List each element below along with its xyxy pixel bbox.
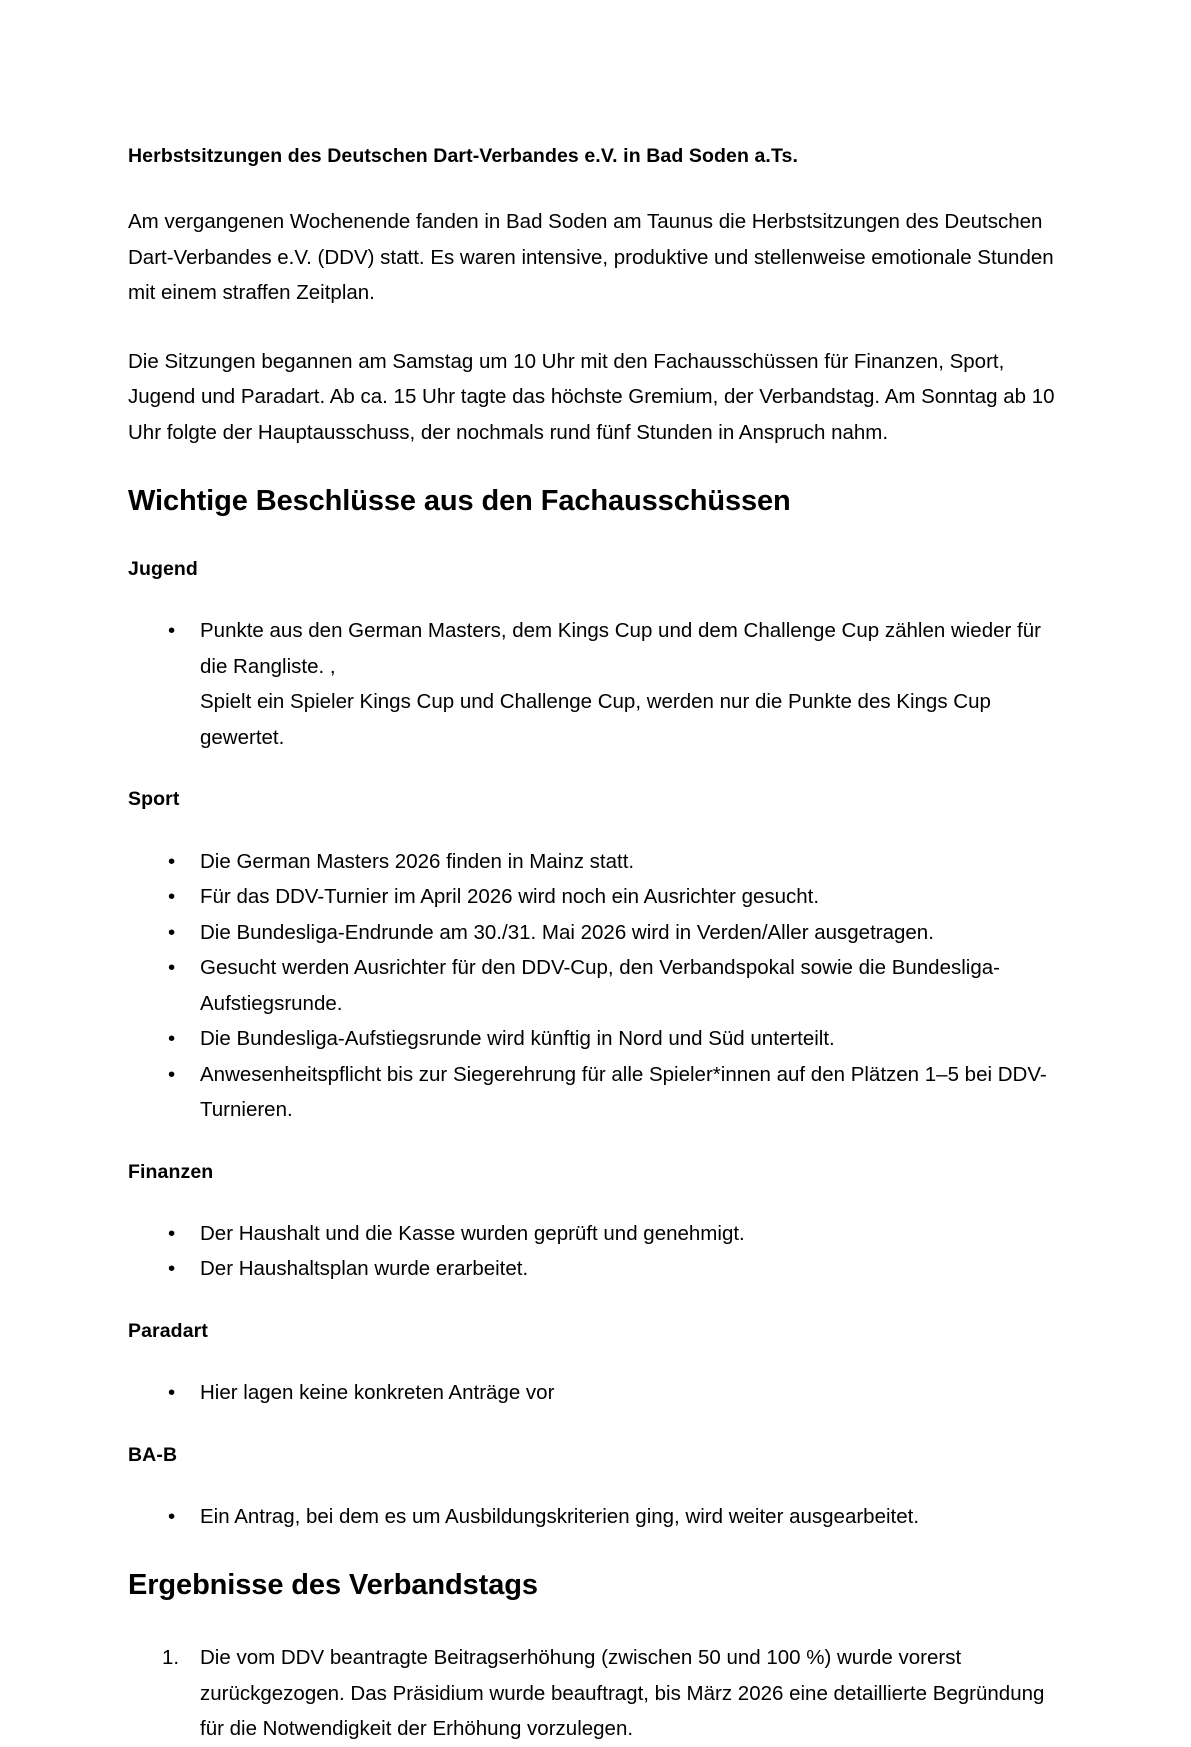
list-item: • Anwesenheitspflicht bis zur Siegerehrung für alle Spieler*innen auf den Plätzen 1–5 bei DDV-Turnieren.: [128, 1057, 1063, 1128]
intro-paragraph-2: Die Sitzungen begannen am Samstag um 10 Uhr mit den Fachausschüssen für Finanzen, Sport, Jugend und Paradart. Ab ca. 15 Uhr tagte das höchste Gremium, der Verbandstag. Am Sonntag ab 10 Uhr folgte der Hauptausschuss, der nochmals rund fünf Stunden in Anspruch nahm.: [128, 349, 1055, 444]
list-item: • Ein Antrag, bei dem es um Ausbildungskriterien ging, wird weiter ausgearbeitet.: [128, 1499, 1063, 1535]
list-item: • Die Bundesliga-Aufstiegsrunde wird künftig in Nord und Süd unterteilt.: [128, 1021, 1063, 1057]
list-item: • Hier lagen keine konkreten Anträge vor: [128, 1375, 1063, 1411]
list-item: • Die German Masters 2026 finden in Mainz statt.: [128, 844, 1063, 880]
list-item: Die vom DDV beantragte Beitragserhöhung (zwischen 50 und 100 %) wurde vorerst zurückgezogen. Das Präsidium wurde beauftragt, bis März 2026 eine detaillierte Begründung für die Notwendigkeit der Erhöhung vorzulegen.: [200, 1646, 1045, 1741]
list-item: [128, 613, 1063, 755]
list-item-line: • Punkte aus den German Masters, dem Kings Cup und dem Challenge Cup zählen wieder für die Rangliste. ,: [200, 619, 1041, 678]
heading-verbandstag: Ergebnisse des Verbandstags: [128, 1568, 538, 1601]
list-item: • Der Haushaltsplan wurde erarbeitet.: [128, 1251, 1063, 1287]
list-jugend: [128, 613, 1063, 755]
list-paradart: [128, 1375, 1063, 1411]
list-verbandstag: [128, 1640, 1063, 1747]
subheading-sport: Sport: [128, 788, 180, 811]
intro-paragraph-1: Am vergangenen Wochenende fanden in Bad Soden am Taunus die Herbstsitzungen des Deutschen Dart-Verbandes e.V. (DDV) statt. Es waren intensive, produktive und stellenweise emotionale Stunden mit einem straffen Zeitplan.: [128, 210, 1054, 305]
list-item: • Der Haushalt und die Kasse wurden geprüft und genehmigt.: [128, 1216, 1063, 1252]
document-title: Herbstsitzungen des Deutschen Dart-Verbandes e.V. in Bad Soden a.Ts.: [128, 145, 798, 167]
subheading-jugend: Jugend: [128, 557, 198, 580]
list-finanzen: [128, 1216, 1063, 1287]
list-ba-b: [128, 1499, 1063, 1535]
document-body: [128, 142, 1063, 1747]
subheading-ba-b: BA-B: [128, 1443, 178, 1466]
heading-fachausschuesse: Wichtige Beschlüsse aus den Fachausschüssen: [128, 485, 791, 518]
list-item: • Gesucht werden Ausrichter für den DDV-Cup, den Verbandspokal sowie die Bundesliga-Aufstiegsrunde.: [128, 950, 1063, 1021]
list-item-line: Spielt ein Spieler Kings Cup und Challenge Cup, werden nur die Punkte des Kings Cup gewertet.: [200, 690, 991, 749]
list-item: • Für das DDV-Turnier im April 2026 wird noch ein Ausrichter gesucht.: [128, 879, 1063, 915]
list-sport: [128, 844, 1063, 1128]
subheading-finanzen: Finanzen: [128, 1160, 214, 1183]
list-item: • Die Bundesliga-Endrunde am 30./31. Mai 2026 wird in Verden/Aller ausgetragen.: [128, 915, 1063, 951]
subheading-paradart: Paradart: [128, 1319, 208, 1342]
